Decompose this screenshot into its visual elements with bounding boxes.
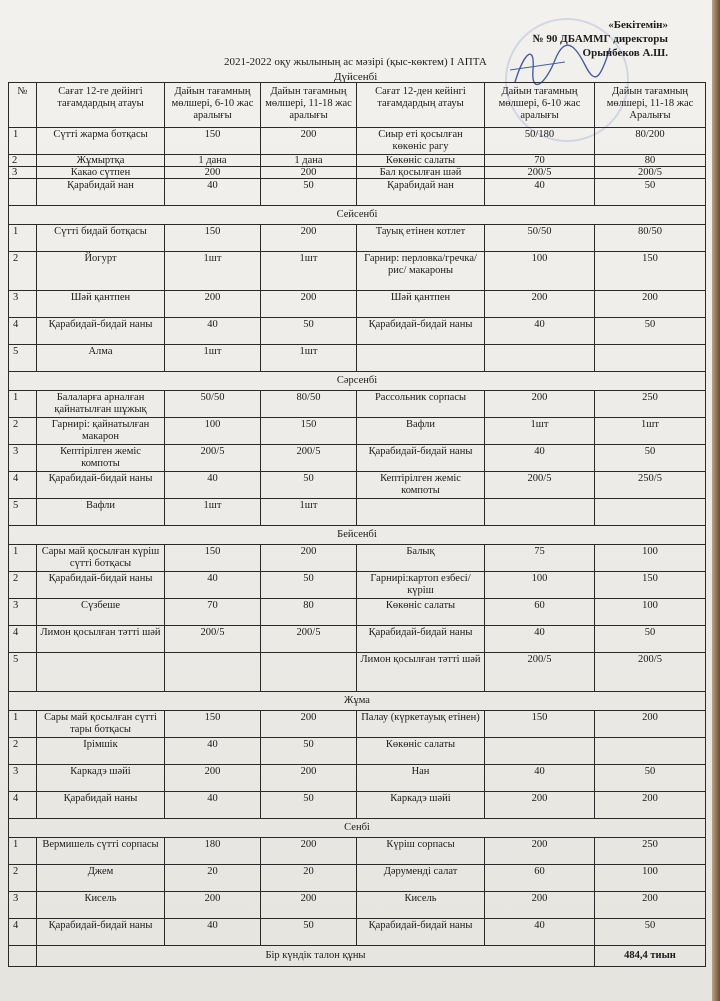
row-number: 2 [9, 155, 37, 167]
amount-6-10-a: 200 [165, 765, 261, 792]
after-noon-dish: Кисель [357, 892, 485, 919]
day-row [9, 819, 706, 838]
table-row [9, 499, 706, 526]
row-number [9, 179, 37, 206]
row-number: 1 [9, 128, 37, 155]
amount-6-10-a: 150 [165, 225, 261, 252]
total-label: Бір күндік талон құны [37, 946, 595, 967]
amount-11-18-b: 200 [595, 711, 706, 738]
row-number: 4 [9, 318, 37, 345]
table-row [9, 445, 706, 472]
row-number: 1 [9, 838, 37, 865]
day-row [9, 692, 706, 711]
amount-11-18-b: 200/5 [595, 653, 706, 692]
table-row [9, 472, 706, 499]
amount-6-10-a: 40 [165, 472, 261, 499]
row-number: 1 [9, 545, 37, 572]
header-amount-6-10-b: Дайын тағамның мөлшері, 6-10 жас аралығы [485, 83, 595, 128]
table-row [9, 167, 706, 179]
table-row [9, 838, 706, 865]
after-noon-dish: Дәруменді салат [357, 865, 485, 892]
amount-6-10-b [485, 499, 595, 526]
amount-11-18-a: 50 [261, 472, 357, 499]
amount-6-10-b: 200 [485, 291, 595, 318]
row-number: 3 [9, 167, 37, 179]
amount-6-10-b: 200 [485, 391, 595, 418]
table-row [9, 711, 706, 738]
before-noon-dish: Сүтті жарма ботқасы [37, 128, 165, 155]
amount-6-10-b [485, 738, 595, 765]
row-number: 5 [9, 653, 37, 692]
row-number: 3 [9, 765, 37, 792]
amount-11-18-b: 250 [595, 838, 706, 865]
amount-11-18-a: 50 [261, 792, 357, 819]
amount-6-10-a: 1шт [165, 252, 261, 291]
amount-6-10-a: 40 [165, 318, 261, 345]
before-noon-dish: Қарабидай нан [37, 179, 165, 206]
table-row [9, 865, 706, 892]
amount-11-18-a: 50 [261, 318, 357, 345]
row-number: 2 [9, 572, 37, 599]
header-amount-11-18-b: Дайын тағамның мөлшері, 11-18 жас Аралығы [595, 83, 706, 128]
before-noon-dish: Сүтті бидай ботқасы [37, 225, 165, 252]
amount-6-10-a: 20 [165, 865, 261, 892]
amount-6-10-a: 200 [165, 892, 261, 919]
after-noon-dish: Балық [357, 545, 485, 572]
amount-6-10-a: 1 дана [165, 155, 261, 167]
approval-block [533, 18, 668, 60]
amount-6-10-b: 200/5 [485, 167, 595, 179]
amount-11-18-b: 80 [595, 155, 706, 167]
total-value: 484,4 тиын [595, 946, 706, 967]
table-row [9, 738, 706, 765]
amount-11-18-b: 50 [595, 445, 706, 472]
table-row [9, 765, 706, 792]
table-row [9, 252, 706, 291]
amount-6-10-a: 70 [165, 599, 261, 626]
page-edge [712, 0, 720, 1001]
amount-11-18-b: 200/5 [595, 167, 706, 179]
before-noon-dish: Джем [37, 865, 165, 892]
amount-11-18-a: 150 [261, 418, 357, 445]
amount-11-18-a: 50 [261, 572, 357, 599]
amount-11-18-b: 150 [595, 572, 706, 599]
amount-6-10-b: 50/50 [485, 225, 595, 252]
amount-6-10-b: 40 [485, 318, 595, 345]
amount-11-18-b [595, 499, 706, 526]
amount-11-18-b: 1шт [595, 418, 706, 445]
amount-6-10-a: 40 [165, 919, 261, 946]
total-empty-cell [9, 946, 37, 967]
before-noon-dish: Алма [37, 345, 165, 372]
before-noon-dish: Жұмыртқа [37, 155, 165, 167]
amount-11-18-b: 50 [595, 919, 706, 946]
amount-6-10-b: 75 [485, 545, 595, 572]
row-number: 1 [9, 391, 37, 418]
amount-6-10-b: 100 [485, 252, 595, 291]
amount-11-18-a: 1шт [261, 252, 357, 291]
amount-6-10-a: 100 [165, 418, 261, 445]
menu-table [8, 82, 706, 967]
table-row [9, 179, 706, 206]
amount-11-18-a: 200 [261, 892, 357, 919]
amount-11-18-b: 100 [595, 545, 706, 572]
amount-11-18-a: 200/5 [261, 445, 357, 472]
table-row [9, 792, 706, 819]
after-noon-dish: Қарабидай нан [357, 179, 485, 206]
row-number: 5 [9, 345, 37, 372]
amount-6-10-b: 200 [485, 792, 595, 819]
table-row [9, 155, 706, 167]
after-noon-dish: Бал қосылған шәй [357, 167, 485, 179]
amount-6-10-b: 50/180 [485, 128, 595, 155]
header-amount-6-10-a: Дайын тағамның мөлшері, 6-10 жас аралығы [165, 83, 261, 128]
amount-11-18-a: 200 [261, 225, 357, 252]
amount-6-10-a: 1шт [165, 499, 261, 526]
after-noon-dish: Каркадэ шәйі [357, 792, 485, 819]
amount-6-10-a: 200 [165, 167, 261, 179]
amount-6-10-b: 60 [485, 599, 595, 626]
table-row [9, 626, 706, 653]
menu-body [9, 128, 706, 946]
row-number: 3 [9, 599, 37, 626]
amount-11-18-a: 200 [261, 128, 357, 155]
after-noon-dish: Вафли [357, 418, 485, 445]
day-heading: Бейсенбі [9, 526, 706, 545]
before-noon-dish: Қарабидай-бидай наны [37, 919, 165, 946]
approval-line-3: Орынбеков А.Ш. [582, 47, 668, 59]
table-row [9, 572, 706, 599]
amount-11-18-b: 50 [595, 765, 706, 792]
table-row [9, 653, 706, 692]
amount-6-10-a: 1шт [165, 345, 261, 372]
amount-6-10-b: 150 [485, 711, 595, 738]
table-row [9, 391, 706, 418]
amount-11-18-a: 200 [261, 711, 357, 738]
amount-11-18-a: 1шт [261, 345, 357, 372]
amount-6-10-a: 200/5 [165, 626, 261, 653]
amount-11-18-b: 250 [595, 391, 706, 418]
amount-6-10-a: 150 [165, 128, 261, 155]
before-noon-dish: Йогурт [37, 252, 165, 291]
amount-11-18-a: 200 [261, 291, 357, 318]
amount-11-18-a: 200 [261, 545, 357, 572]
after-noon-dish: Гарнирі:картоп езбесі/ күріш [357, 572, 485, 599]
total-row [9, 946, 706, 967]
amount-11-18-b: 50 [595, 179, 706, 206]
amount-11-18-a [261, 653, 357, 692]
amount-11-18-a: 50 [261, 179, 357, 206]
amount-6-10-b: 70 [485, 155, 595, 167]
amount-6-10-a: 200 [165, 291, 261, 318]
after-noon-dish: Лимон қосылған тәтті шәй [357, 653, 485, 692]
amount-11-18-b: 200 [595, 792, 706, 819]
amount-11-18-b: 100 [595, 599, 706, 626]
day-heading-monday: Дүйсенбі [334, 71, 378, 83]
approval-line-2: № 90 ДБАММГ директоры [532, 33, 668, 45]
approval-line-1: «Бекітемін» [608, 19, 668, 31]
after-noon-dish: Күріш сорпасы [357, 838, 485, 865]
before-noon-dish: Гарнирі: қайнатылған макарон [37, 418, 165, 445]
row-number: 2 [9, 738, 37, 765]
row-number: 2 [9, 865, 37, 892]
amount-11-18-b: 250/5 [595, 472, 706, 499]
amount-6-10-a: 40 [165, 572, 261, 599]
after-noon-dish: Көкөніс салаты [357, 155, 485, 167]
table-row [9, 345, 706, 372]
table-row [9, 128, 706, 155]
amount-11-18-b: 100 [595, 865, 706, 892]
amount-11-18-a: 200/5 [261, 626, 357, 653]
before-noon-dish: Вермишель сүтті сорпасы [37, 838, 165, 865]
row-number: 1 [9, 711, 37, 738]
row-number: 3 [9, 291, 37, 318]
amount-11-18-a: 50 [261, 738, 357, 765]
before-noon-dish: Шәй қантпен [37, 291, 165, 318]
after-noon-dish: Тауық етінен котлет [357, 225, 485, 252]
before-noon-dish: Лимон қосылған тәтті шәй [37, 626, 165, 653]
amount-6-10-b: 100 [485, 572, 595, 599]
amount-11-18-a: 200 [261, 838, 357, 865]
table-row [9, 418, 706, 445]
before-noon-dish: Балаларға арналған қайнатылған шұжық [37, 391, 165, 418]
before-noon-dish: Кисель [37, 892, 165, 919]
amount-11-18-a: 1шт [261, 499, 357, 526]
amount-11-18-a: 20 [261, 865, 357, 892]
header-amount-11-18-a: Дайын тағамның мөлшері, 11-18 жас аралығы [261, 83, 357, 128]
header-after-noon: Сағат 12-ден кейінгі тағамдардың атауы [357, 83, 485, 128]
table-row [9, 225, 706, 252]
amount-6-10-a: 200/5 [165, 445, 261, 472]
before-noon-dish: Каркадэ шәйі [37, 765, 165, 792]
after-noon-dish: Қарабидай-бидай наны [357, 445, 485, 472]
after-noon-dish: Кептірілген жеміс компоты [357, 472, 485, 499]
amount-6-10-b: 200 [485, 892, 595, 919]
amount-11-18-a: 1 дана [261, 155, 357, 167]
amount-6-10-a: 40 [165, 738, 261, 765]
amount-6-10-a [165, 653, 261, 692]
amount-6-10-b: 200 [485, 838, 595, 865]
amount-6-10-a: 40 [165, 179, 261, 206]
amount-11-18-b [595, 345, 706, 372]
row-number: 4 [9, 792, 37, 819]
amount-6-10-b: 40 [485, 919, 595, 946]
amount-6-10-b: 40 [485, 626, 595, 653]
after-noon-dish: Көкөніс салаты [357, 738, 485, 765]
after-noon-dish: Көкөніс салаты [357, 599, 485, 626]
row-number: 4 [9, 626, 37, 653]
amount-6-10-a: 50/50 [165, 391, 261, 418]
after-noon-dish: Нан [357, 765, 485, 792]
amount-11-18-a: 80/50 [261, 391, 357, 418]
day-heading: Жұма [9, 692, 706, 711]
amount-11-18-a: 200 [261, 167, 357, 179]
before-noon-dish: Сүзбеше [37, 599, 165, 626]
day-row [9, 372, 706, 391]
amount-6-10-b [485, 345, 595, 372]
row-number: 3 [9, 892, 37, 919]
table-row [9, 291, 706, 318]
after-noon-dish: Сиыр еті қосылған көкөніс рагу [357, 128, 485, 155]
amount-11-18-b: 150 [595, 252, 706, 291]
day-heading: Сейсенбі [9, 206, 706, 225]
header-num: № [9, 83, 37, 128]
amount-11-18-a: 50 [261, 919, 357, 946]
header-row [9, 83, 706, 128]
row-number: 1 [9, 225, 37, 252]
before-noon-dish: Ірімшік [37, 738, 165, 765]
after-noon-dish: Қарабидай-бидай наны [357, 919, 485, 946]
amount-6-10-b: 200/5 [485, 472, 595, 499]
after-noon-dish: Шәй қантпен [357, 291, 485, 318]
amount-6-10-a: 150 [165, 545, 261, 572]
amount-6-10-b: 1шт [485, 418, 595, 445]
amount-6-10-b: 200/5 [485, 653, 595, 692]
table-row [9, 599, 706, 626]
row-number: 4 [9, 919, 37, 946]
amount-11-18-b: 200 [595, 291, 706, 318]
day-heading: Сенбі [9, 819, 706, 838]
before-noon-dish: Қарабидай-бидай наны [37, 572, 165, 599]
before-noon-dish: Какао сүтпен [37, 167, 165, 179]
before-noon-dish: Сары май қосылған сүтті тары ботқасы [37, 711, 165, 738]
amount-11-18-b: 50 [595, 318, 706, 345]
table-row [9, 919, 706, 946]
table-row [9, 318, 706, 345]
day-row [9, 206, 706, 225]
day-row [9, 526, 706, 545]
before-noon-dish: Қарабидай наны [37, 792, 165, 819]
amount-11-18-b: 80/200 [595, 128, 706, 155]
amount-6-10-a: 180 [165, 838, 261, 865]
after-noon-dish: Қарабидай-бидай наны [357, 318, 485, 345]
after-noon-dish [357, 499, 485, 526]
table-row [9, 545, 706, 572]
after-noon-dish: Қарабидай-бидай наны [357, 626, 485, 653]
amount-6-10-b: 60 [485, 865, 595, 892]
after-noon-dish: Рассольник сорпасы [357, 391, 485, 418]
after-noon-dish: Палау (күркетауық етінен) [357, 711, 485, 738]
amount-11-18-b [595, 738, 706, 765]
amount-11-18-a: 200 [261, 765, 357, 792]
before-noon-dish: Қарабидай-бидай наны [37, 472, 165, 499]
amount-11-18-b: 50 [595, 626, 706, 653]
before-noon-dish: Вафли [37, 499, 165, 526]
after-noon-dish: Гарнир: перловка/гречка/рис/ макароны [357, 252, 485, 291]
document-title: 2021-2022 оқу жылының ас мәзірі (қыс-көктем) І АПТА [224, 56, 487, 68]
table-row [9, 892, 706, 919]
before-noon-dish [37, 653, 165, 692]
amount-6-10-b: 40 [485, 445, 595, 472]
row-number: 5 [9, 499, 37, 526]
row-number: 2 [9, 252, 37, 291]
amount-6-10-a: 150 [165, 711, 261, 738]
row-number: 2 [9, 418, 37, 445]
amount-11-18-a: 80 [261, 599, 357, 626]
before-noon-dish: Қарабидай-бидай наны [37, 318, 165, 345]
after-noon-dish [357, 345, 485, 372]
amount-6-10-a: 40 [165, 792, 261, 819]
amount-11-18-b: 200 [595, 892, 706, 919]
row-number: 4 [9, 472, 37, 499]
row-number: 3 [9, 445, 37, 472]
before-noon-dish: Кептірілген жеміс компоты [37, 445, 165, 472]
amount-6-10-b: 40 [485, 179, 595, 206]
header-before-noon: Сағат 12-ге дейінгі тағамдардың атауы [37, 83, 165, 128]
before-noon-dish: Сары май қосылған күріш сүтті ботқасы [37, 545, 165, 572]
amount-11-18-b: 80/50 [595, 225, 706, 252]
amount-6-10-b: 40 [485, 765, 595, 792]
day-heading: Сәрсенбі [9, 372, 706, 391]
